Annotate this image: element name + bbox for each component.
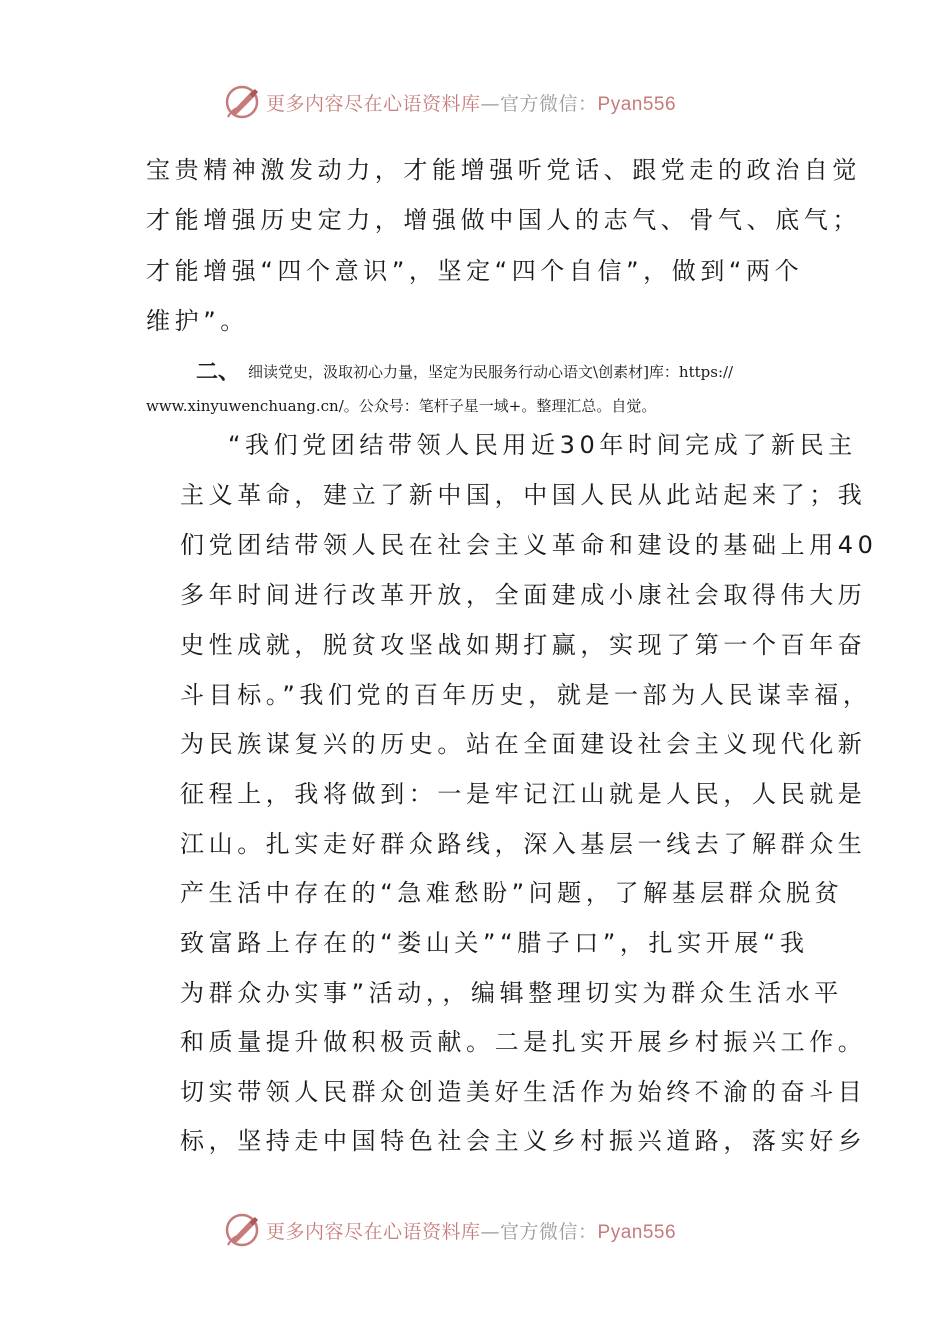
- paragraph-line: 史性成就，脱贫攻坚战如期打赢，实现了第一个百年奋: [180, 631, 867, 659]
- paragraph-line: “我们党团结带领人民用近30年时间完成了新民主: [228, 431, 857, 459]
- paragraph-line: 江山。扎实走好群众路线，深入基层一线去了解群众生: [180, 830, 867, 858]
- heading-line-2: www.xinyuwenchuang.cn/。公众号：笔杆子星一域+。整理汇总。自觉。: [146, 397, 657, 415]
- heading-number: 二、: [196, 360, 241, 385]
- paragraph-line: 多年时间进行改革开放，全面建成小康社会取得伟大历: [180, 581, 867, 609]
- paragraph-line: 切实带领人民群众创造美好生活作为始终不渝的奋斗目: [180, 1078, 867, 1106]
- paragraph-line: 们党团结带领人民在社会主义革命和建设的基础上用40: [180, 531, 878, 559]
- pen-nib-logo-icon: [222, 1210, 262, 1250]
- banner-text: [266, 1217, 676, 1244]
- banner-wechat-id: Pyan556: [597, 93, 677, 115]
- paragraph-line: 为群众办实事”活动，，编辑整理切实为群众生活水平: [180, 979, 843, 1007]
- pen-nib-logo-icon: [222, 82, 262, 122]
- paragraph-line: 标，坚持走中国特色社会主义乡村振兴道路，落实好乡: [180, 1127, 867, 1155]
- paragraph-line: 征程上，我将做到：一是牢记江山就是人民，人民就是: [180, 780, 867, 808]
- paragraph-line: 和质量提升做积极贡献。二是扎实开展乡村振兴工作。: [180, 1028, 867, 1056]
- banner-wechat-label: —官方微信：: [480, 1220, 598, 1243]
- heading-text-1: 细读党史，汲取初心力量，坚定为民服务行动心语文\创素材]库：https://: [248, 363, 734, 381]
- banner-site-name: 更多内容尽在心语资料库: [266, 1220, 481, 1243]
- banner-text: [266, 89, 676, 116]
- paragraph-line: 宝贵精神激发动力，才能增强听党话、跟党走的政治自觉: [146, 156, 861, 184]
- paragraph-line: 主义革命，建立了新中国，中国人民从此站起来了；我: [180, 481, 867, 509]
- paragraph-line: 致富路上存在的“娄山关”“腊子口”，扎实开展“我: [180, 929, 809, 957]
- paragraph-line: 为民族谋复兴的历史。站在全面建设社会主义现代化新: [180, 730, 867, 758]
- paragraph-line: 才能增强历史定力，增强做中国人的志气、骨气、底气；: [146, 206, 861, 234]
- header-banner: [222, 80, 742, 124]
- banner-wechat-id: Pyan556: [597, 1221, 677, 1243]
- banner-site-name: 更多内容尽在心语资料库: [266, 92, 481, 115]
- paragraph-line: 产生活中存在的“急难愁盼”问题，了解基层群众脱贫: [180, 879, 844, 907]
- paragraph-line: 才能增强“四个意识”，坚定“四个自信”，做到“两个: [146, 257, 804, 285]
- heading-line-1: [146, 362, 733, 383]
- footer-banner: [222, 1208, 742, 1252]
- paragraph-line: 维护”。: [146, 307, 249, 335]
- banner-wechat-label: —官方微信：: [480, 92, 598, 115]
- paragraph-line: 斗目标。”我们党的百年历史，就是一部为人民谋幸福，: [180, 681, 872, 709]
